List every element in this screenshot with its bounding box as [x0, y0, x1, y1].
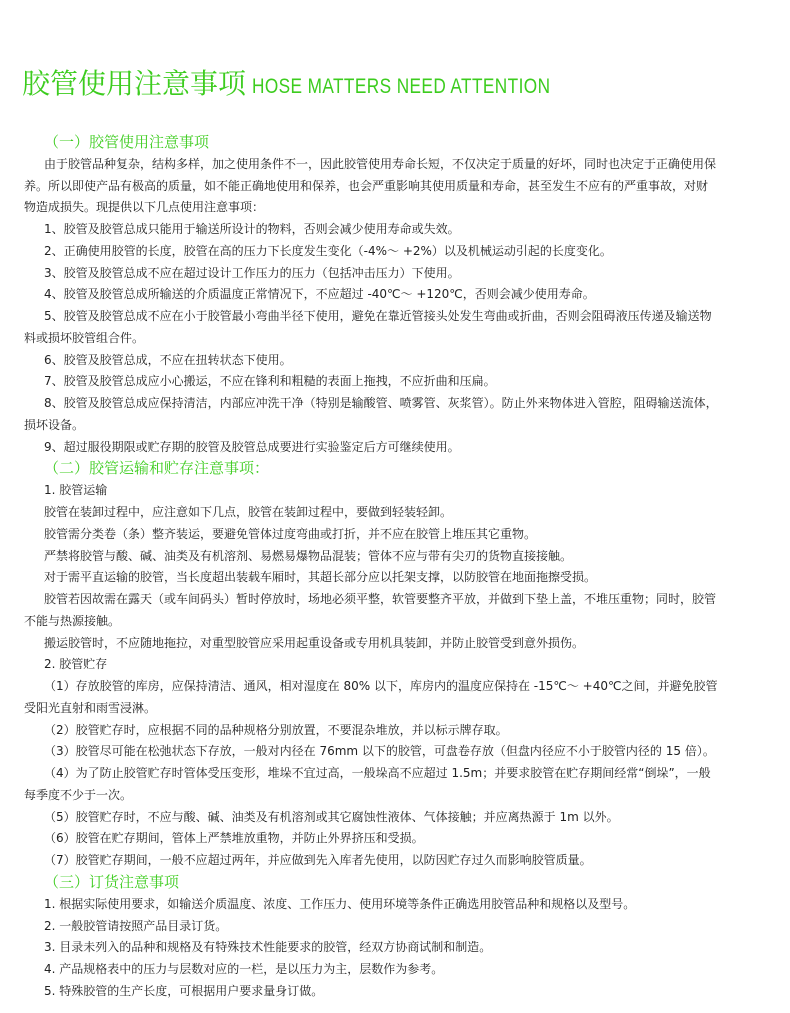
- list-item: 3. 目录未列入的品种和规格及有特殊技术性能要求的胶管，经双方协商试制和制造。: [44, 940, 492, 955]
- paragraph: 严禁将胶管与酸、碱、油类及有机溶剂、易燃易爆物品混装；管体不应与带有尖刃的货物直接接触。: [44, 548, 573, 563]
- list-item: 4. 产品规格表中的压力与层数对应的一栏，是以压力为主，层数作为参考。: [44, 962, 444, 977]
- list-item: （2）胶管贮存时，应根据不同的品种规格分别放置，不要混杂堆放，并以标示牌存取。: [44, 722, 508, 737]
- section-heading: （一）胶管使用注意事项: [44, 133, 210, 151]
- section-heading: （二）胶管运输和贮存注意事项：: [44, 459, 270, 478]
- page-title-cn: 胶管使用注意事项: [22, 67, 247, 100]
- paragraph: 胶管需分类卷（条）整齐装运，要避免管体过度弯曲或打折，并不应在胶管上堆压其它重物。: [44, 526, 537, 541]
- section-heading: （三）订货注意事项: [44, 873, 180, 891]
- list-item: 3、胶管及胶管总成不应在超过设计工作压力的压力（包括冲击压力）下使用。: [44, 265, 460, 280]
- list-item: 5. 特殊胶管的生产长度，可根据用户要求量身订做。: [44, 983, 324, 998]
- list-item: 9、超过服役期限或贮存期的胶管及胶管总成要进行实验鉴定后方可继续使用。: [44, 439, 460, 454]
- intro-paragraph: 由于胶管品种复杂，结构多样，加之使用条件不一，因此胶管使用寿命长短，不仅决定于质量的好坏，同时也决定于正确使用保养。所以即使产品有极高的质量，如不能正确地使用和保养，也会严重影响其使用质量和寿命，甚至发生不应有的严重事故，对财物造成损失。现提供以下几点使用注意事项：: [24, 156, 717, 215]
- list-item: （3）胶管尽可能在松弛状态下存放，一般对内径在 76mm 以下的胶管，可盘卷存放（但盘内径应不小于胶管内径的 15 倍）。: [44, 744, 715, 759]
- list-item: （4）为了防止胶管贮存时管体受压变形，堆垛不宜过高，一般垛高不应超过 1.5m；并要求胶管在贮存期间经常“倒垛”，一般每季度不少于一次。: [24, 766, 711, 802]
- paragraph: 胶管在装卸过程中，应注意如下几点，胶管在装卸过程中，要做到轻装轻卸。: [44, 504, 453, 519]
- subheading: 1. 胶管运输: [44, 483, 108, 498]
- paragraph: 对于需平直运输的胶管，当长度超出装载车厢时，其超长部分应以托架支撑，以防胶管在地面拖擦受损。: [44, 570, 597, 585]
- list-item: （6）胶管在贮存期间，管体上严禁堆放重物，并防止外界挤压和受损。: [44, 831, 424, 846]
- list-item: 1. 根据实际使用要求，如输送介质温度、浓度、工作压力、使用环境等条件正确选用胶管品种和规格以及型号。: [44, 896, 636, 911]
- list-item: （5）胶管贮存时，不应与酸、碱、油类及有机溶剂或其它腐蚀性液体、气体接触；并应离热源于 1m 以外。: [44, 809, 619, 824]
- list-item: （1）存放胶管的库房，应保持清洁、通风，相对湿度在 80% 以下，库房内的温度应保持在 -15℃～ +40℃之间，并避免胶管受阳光直射和雨雪浸淋。: [24, 679, 718, 715]
- paragraph: 胶管若因故需在露天（或车间码头）暂时停放时，场地必须平整，软管要整齐平放，并做到下垫上盖，不堆压重物；同时，胶管不能与热源接触。: [24, 592, 717, 628]
- list-item: （7）胶管贮存期间，一般不应超过两年，并应做到先入库者先使用，以防因贮存过久而影响胶管质量。: [44, 853, 592, 868]
- paragraph: 搬运胶管时，不应随地拖拉，对重型胶管应采用起重设备或专用机具装卸，并防止胶管受到意外损伤。: [44, 635, 585, 650]
- list-item: 5、胶管及胶管总成不应在小于胶管最小弯曲半径下使用，避免在靠近管接头处发生弯曲或折曲，否则会阻碍液压传递及输送物料或损坏胶管组合件。: [24, 309, 712, 345]
- list-item: 4、胶管及胶管总成所输送的介质温度正常情况下，不应超过 -40℃～ +120℃，否则会减少使用寿命。: [44, 287, 595, 302]
- list-item: 8、胶管及胶管总成应保持清洁，内部应冲洗干净（特别是输酸管、喷雾管、灰浆管）。防止外来物体进入管腔，阻碍输送流体，损坏设备。: [24, 396, 718, 432]
- page-title-en: HOSE MATTERS NEED ATTENTION: [252, 75, 551, 98]
- page-title: [22, 62, 616, 102]
- list-item: 7、胶管及胶管总成应小心搬运，不应在锋利和粗糙的表面上拖拽，不应折曲和压扁。: [44, 374, 496, 389]
- list-item: 6、胶管及胶管总成，不应在扭转状态下使用。: [44, 352, 292, 367]
- list-item: 2、正确使用胶管的长度，胶管在高的压力下长度发生变化（-4%～ +2%）以及机械运动引起的长度变化。: [44, 243, 612, 258]
- subheading: 2. 胶管贮存: [44, 657, 108, 672]
- list-item: 2. 一般胶管请按照产品目录订货。: [44, 918, 228, 933]
- list-item: 1、胶管及胶管总成只能用于输送所设计的物料，否则会减少使用寿命或失效。: [44, 222, 460, 237]
- document-body: [24, 132, 718, 1003]
